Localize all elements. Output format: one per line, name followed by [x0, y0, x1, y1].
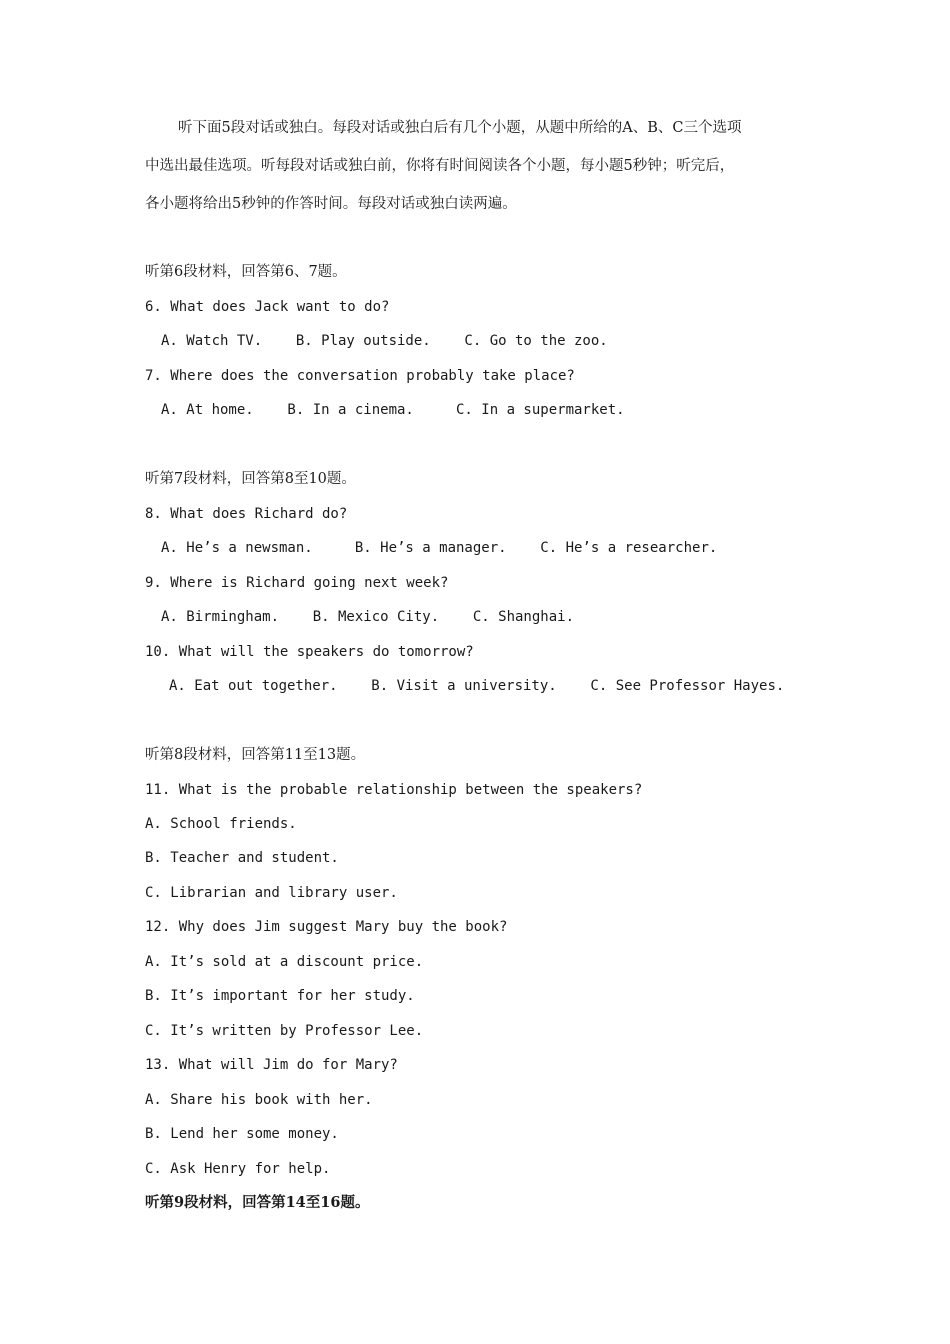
question-12: 12. Why does Jim suggest Mary buy the book?: [145, 919, 508, 935]
question-13-option-b: B. Lend her some money.: [145, 1126, 339, 1142]
section-7-heading: 听第7段材料，回答第8至10题。: [145, 471, 356, 487]
question-11: 11. What is the probable relationship between the speakers?: [145, 782, 643, 798]
section-9-heading: 听第9段材料，回答第14至16题。: [145, 1194, 370, 1211]
intro-line-3: 各小题将给出5秒钟的作答时间。每段对话或独白读两遍。: [145, 196, 517, 212]
question-8-options: A. He’s a newsman. B. He’s a manager. C. He’s a researcher.: [161, 540, 718, 556]
question-12-option-a: A. It’s sold at a discount price.: [145, 954, 424, 970]
question-12-option-b: B. It’s important for her study.: [145, 988, 415, 1004]
question-11-option-a: A. School friends.: [145, 816, 297, 832]
question-12-option-c: C. It’s written by Professor Lee.: [145, 1023, 424, 1039]
question-11-option-c: C. Librarian and library user.: [145, 885, 398, 901]
question-13-option-c: C. Ask Henry for help.: [145, 1161, 331, 1177]
question-10: 10. What will the speakers do tomorrow?: [145, 644, 474, 660]
question-8: 8. What does Richard do?: [145, 506, 348, 522]
intro-line-1: 听下面5段对话或独白。每段对话或独白后有几个小题，从题中所给的A、B、C三个选项: [178, 120, 742, 136]
question-10-options: A. Eat out together. B. Visit a university. C. See Professor Hayes.: [169, 678, 785, 694]
question-7-options: A. At home. B. In a cinema. C. In a supermarket.: [161, 402, 625, 418]
section-8-heading: 听第8段材料，回答第11至13题。: [145, 747, 366, 763]
question-6: 6. What does Jack want to do?: [145, 299, 390, 315]
question-7: 7. Where does the conversation probably take place?: [145, 368, 575, 384]
intro-line-2: 中选出最佳选项。听每段对话或独白前，你将有时间阅读各个小题，每小题5秒钟；听完后，: [145, 158, 735, 174]
question-11-option-b: B. Teacher and student.: [145, 850, 339, 866]
question-13: 13. What will Jim do for Mary?: [145, 1057, 398, 1073]
question-9: 9. Where is Richard going next week?: [145, 575, 449, 591]
question-6-options: A. Watch TV. B. Play outside. C. Go to the zoo.: [161, 333, 608, 349]
question-13-option-a: A. Share his book with her.: [145, 1092, 373, 1108]
section-6-heading: 听第6段材料，回答第6、7题。: [145, 264, 347, 280]
question-9-options: A. Birmingham. B. Mexico City. C. Shanghai.: [161, 609, 575, 625]
